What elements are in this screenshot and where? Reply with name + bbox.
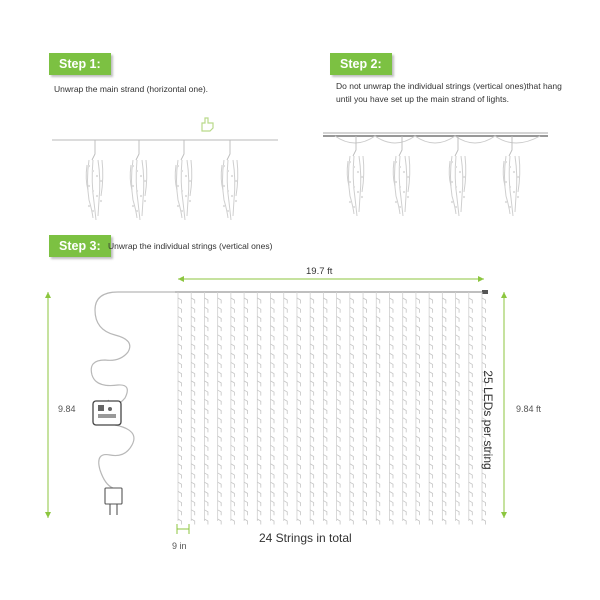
step3-text: Unwrap the individual strings (vertical ones) (108, 241, 273, 251)
left-height-dimension (45, 292, 51, 518)
right-height-label: 9.84 ft (516, 404, 542, 414)
step2-strings (347, 136, 520, 216)
curtain-string-2 (191, 292, 195, 525)
leds-per-string-label: 25 LEDs per string (481, 370, 495, 470)
power-plug-icon (105, 488, 122, 515)
curtain-string-19 (416, 292, 420, 525)
step2-bundle-4 (503, 136, 520, 216)
controller-box-icon (93, 401, 121, 425)
curtain-string-12 (323, 292, 327, 525)
curtain-string-3 (204, 292, 208, 525)
left-height-label: 9.84 (58, 404, 76, 414)
step2-text: Do not unwrap the individual strings (vertical ones)that hang until you have set up the main strand of lights. (336, 81, 562, 104)
curtain-string-22 (456, 292, 460, 525)
controller-wire (91, 292, 175, 488)
step1-text: Unwrap the main strand (horizontal one). (54, 84, 209, 94)
step1-bundle-1 (86, 140, 103, 220)
curtain-string-15 (363, 292, 367, 525)
curtain-string-14 (350, 292, 354, 525)
step2-bundle-2 (393, 136, 410, 216)
curtain-string-18 (403, 292, 407, 525)
curtain-string-6 (244, 292, 248, 525)
curtain-string-8 (271, 292, 275, 525)
curtain-strings (178, 292, 486, 525)
right-height-dimension (501, 292, 507, 518)
step2-bundle-3 (449, 136, 466, 216)
step1-bundle-4 (221, 140, 238, 220)
spacing-label: 9 in (172, 541, 187, 551)
curtain-string-1 (178, 292, 182, 525)
curtain-string-17 (389, 292, 393, 525)
curtain-string-5 (231, 292, 235, 525)
curtain-string-4 (218, 292, 222, 525)
curtain-string-13 (337, 292, 341, 525)
width-label: 19.7 ft (306, 266, 333, 277)
step1-bundle-3 (175, 140, 192, 220)
step1-strings (86, 140, 238, 220)
curtain-string-20 (429, 292, 433, 525)
curtain-string-21 (442, 292, 446, 525)
hand-pointer-icon (202, 118, 213, 131)
step2-badge: Step 2: (330, 53, 392, 75)
strings-total-label: 24 Strings in total (259, 531, 352, 545)
curtain-string-10 (297, 292, 301, 525)
step1-badge: Step 1: (49, 53, 111, 75)
step2-bundle-1 (347, 136, 364, 216)
step1-bundle-2 (130, 140, 147, 220)
curtain-string-7 (257, 292, 261, 525)
curtain-string-9 (284, 292, 288, 525)
curtain-string-23 (469, 292, 473, 525)
end-cap (482, 290, 488, 294)
spacing-dimension (177, 524, 189, 534)
step3-badge: Step 3: (49, 235, 111, 257)
curtain-string-16 (376, 292, 380, 525)
curtain-string-11 (310, 292, 314, 525)
